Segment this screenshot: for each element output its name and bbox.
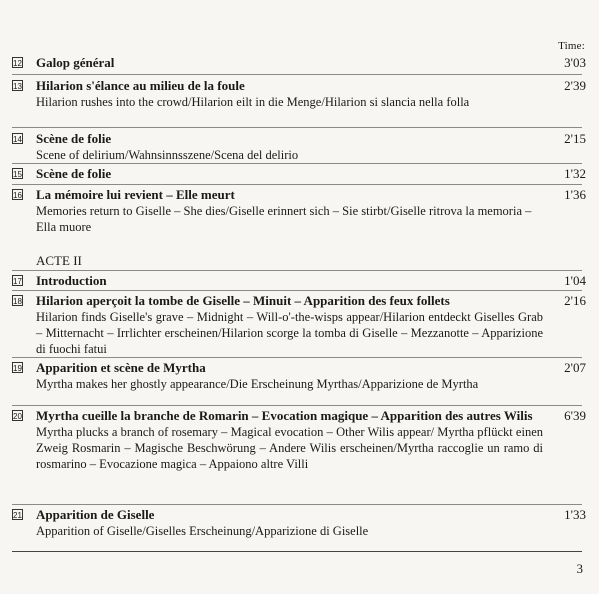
footer-rule — [12, 551, 582, 552]
track-entry — [12, 166, 587, 182]
track-title: Hilarion s'élance au milieu de la foule — [36, 78, 245, 93]
track-number: 18 — [13, 297, 22, 306]
track-number: 14 — [13, 135, 22, 144]
divider — [12, 127, 582, 128]
track-entry — [12, 507, 587, 539]
divider — [12, 357, 582, 358]
track-entry — [12, 408, 587, 472]
track-time: 2'16 — [564, 293, 586, 308]
divider — [12, 290, 582, 291]
track-number: 20 — [13, 412, 22, 421]
track-time: 1'04 — [564, 273, 586, 288]
divider — [12, 504, 582, 505]
track-description: Scene of delirium/Wahnsinnsszene/Scena del delirio — [36, 148, 299, 162]
track-description: Apparition of Giselle/Giselles Erscheinung/Apparizione di Giselle — [36, 524, 369, 538]
track-entry — [12, 131, 587, 163]
track-title: Myrtha cueille la branche de Romarin – Evocation magique – Apparition des autres Wilis — [36, 408, 533, 423]
divider — [12, 405, 582, 406]
track-time: 2'39 — [564, 78, 586, 93]
track-time: 2'15 — [564, 131, 586, 146]
divider — [12, 74, 582, 75]
track-description: Myrtha makes her ghostly appearance/Die Erscheinung Myrthas/Apparizione de Myrtha — [36, 377, 479, 391]
divider — [12, 270, 582, 271]
divider — [12, 163, 582, 164]
track-description: Hilarion rushes into the crowd/Hilarion eilt in die Menge/Hilarion si slancia nella folla — [36, 95, 470, 109]
track-time: 1'33 — [564, 507, 586, 522]
track-entry — [12, 187, 587, 235]
track-title: Scène de folie — [36, 131, 112, 146]
track-time: 3'03 — [564, 55, 586, 70]
track-number: 15 — [13, 170, 22, 179]
track-entry — [12, 78, 587, 110]
track-title: Hilarion aperçoit la tombe de Giselle – Minuit – Apparition des feux follets — [36, 293, 450, 308]
page-number: 3 — [576, 561, 583, 576]
track-title: Galop général — [36, 55, 115, 70]
track-time: 1'36 — [564, 187, 586, 202]
track-number: 21 — [13, 511, 22, 520]
track-description: Myrtha plucks a branch of rosemary – Magical evocation – Other Wilis appear/ Myrtha pflückt einen Zweig Rosmarin – Magische Beschwörung – Andere Wilis erscheinen/Myrtha raccoglie un ramo di rosmarino – Evocazione magica – Appaiono altre Villi — [36, 425, 543, 471]
track-number: 12 — [13, 59, 22, 68]
track-time: 6'39 — [564, 408, 586, 423]
track-title: Introduction — [36, 273, 107, 288]
track-number: 13 — [13, 82, 22, 91]
track-number: 16 — [13, 191, 22, 200]
act-heading: ACTE II — [36, 253, 82, 268]
track-time: 2'07 — [564, 360, 586, 375]
track-title: Apparition et scène de Myrtha — [36, 360, 206, 375]
track-entry — [12, 273, 587, 289]
track-description: Hilarion finds Giselle's grave – Midnight – Will-o'-the-wisps appear/Hilarion entdeckt Giselles Grab – Mitternacht – Irrlichter erscheinen/Hilarion scorge la tomba di Giselle – Mezzanotte – Apparizione di fuochi fatui — [36, 310, 543, 356]
track-number: 19 — [13, 364, 22, 373]
track-entry — [12, 360, 587, 392]
divider — [12, 184, 582, 185]
track-title: La mémoire lui revient – Elle meurt — [36, 187, 235, 202]
track-time: 1'32 — [564, 166, 586, 181]
track-title: Apparition de Giselle — [36, 507, 155, 522]
track-description: Memories return to Giselle – She dies/Giselle erinnert sich – Sie stirbt/Giselle ritrova la memoria – Ella muore — [36, 204, 532, 234]
track-entry — [12, 293, 587, 357]
time-column-header: Time: — [558, 40, 585, 52]
track-number: 17 — [13, 277, 22, 286]
track-entry — [12, 55, 587, 71]
track-title: Scène de folie — [36, 166, 112, 181]
